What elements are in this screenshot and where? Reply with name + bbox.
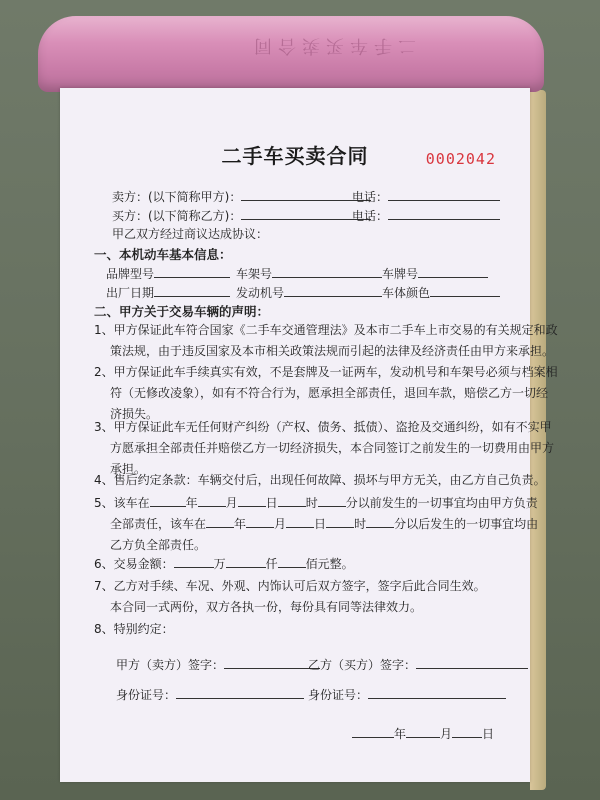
from-hour-field[interactable] — [278, 494, 306, 507]
buyer-phone-label: 电话： — [352, 209, 389, 223]
ghost-text: 二手车买卖合同 — [248, 35, 416, 56]
seller-sign-field[interactable] — [224, 656, 320, 669]
sign-year-field[interactable] — [352, 725, 394, 738]
buyer-id-label: 身份证号： — [308, 688, 369, 702]
buyer-id-field[interactable] — [368, 686, 506, 699]
frame-label: 车架号 — [236, 267, 273, 281]
buyer-phone-field[interactable] — [388, 207, 500, 220]
color-row — [382, 284, 500, 301]
amount-wan-field[interactable] — [174, 555, 214, 568]
year-label-2: 年 — [234, 517, 247, 531]
seller-phone-field[interactable] — [388, 188, 500, 201]
buyer-sign-row — [308, 656, 528, 673]
color-label: 车体颜色 — [382, 286, 431, 300]
date-row — [106, 284, 230, 301]
date-field[interactable] — [154, 284, 230, 297]
clause-5-line-2 — [94, 514, 538, 535]
clause-3-line-2: 方愿承担全部责任并赔偿乙方一切经济损失，本合同签订之前发生的一切费用由甲方 — [110, 441, 555, 455]
amount-bai-field[interactable] — [278, 555, 306, 568]
contract-sheet — [60, 88, 558, 782]
clause-2 — [94, 362, 558, 425]
engine-label: 发动机号 — [236, 286, 285, 300]
from-day-field[interactable] — [238, 494, 266, 507]
seller-row — [112, 188, 371, 205]
clause-7: 7、乙方对手续、车况、外观、内饰认可后双方签字，签字后此合同生效。 — [94, 579, 486, 593]
clause-2-line-1: 2、甲方保证此车手续真实有效，不是套牌及一证两车，发动机号和车架号必须与档案相 — [94, 365, 558, 379]
seller-id-field[interactable] — [176, 686, 304, 699]
date-label: 出厂日期 — [106, 286, 155, 300]
seller-sign-label: 甲方（卖方）签字： — [116, 658, 225, 672]
to-day-field[interactable] — [286, 515, 314, 528]
clause-5-l2-suffix: 分以后发生的一切事宜均由 — [394, 517, 539, 531]
color-field[interactable] — [430, 284, 500, 297]
engine-field[interactable] — [284, 284, 382, 297]
from-year-field[interactable] — [150, 494, 186, 507]
to-year-field[interactable] — [206, 515, 234, 528]
sign-year-label: 年 — [394, 727, 407, 741]
pink-carbon-roll — [38, 16, 544, 92]
sign-date-row — [352, 725, 494, 742]
seller-label: 卖方：(以下简称甲方)： — [112, 190, 242, 204]
hour-label: 时 — [305, 496, 318, 510]
seller-sign-row — [116, 656, 320, 673]
seller-id-label: 身份证号： — [116, 688, 177, 702]
buyer-sign-label: 乙方（买方）签字： — [308, 658, 417, 672]
serial-number: 0002042 — [425, 150, 496, 168]
section1-heading: 一、本机动车基本信息： — [94, 247, 232, 262]
buyer-sign-field[interactable] — [416, 656, 528, 669]
seller-phone-label: 电话： — [352, 190, 389, 204]
qian-label: 仟 — [265, 557, 278, 571]
from-month-field[interactable] — [198, 494, 226, 507]
brand-label: 品牌型号 — [106, 267, 155, 281]
buyer-label: 买方：(以下简称乙方)： — [112, 209, 242, 223]
clause-8: 8、特别约定： — [94, 622, 174, 636]
sign-day-field[interactable] — [452, 725, 482, 738]
plate-row — [382, 265, 488, 282]
section2-heading: 二、甲方关于交易车辆的声明： — [94, 304, 270, 319]
frame-row — [236, 265, 382, 282]
brand-field[interactable] — [154, 265, 230, 278]
day-label: 日 — [265, 496, 278, 510]
clause-1 — [94, 320, 558, 362]
month-label-2: 月 — [274, 517, 287, 531]
sign-day-label: 日 — [482, 727, 495, 741]
clause-3-line-3: 承担。 — [110, 462, 147, 476]
from-minute-field[interactable] — [318, 494, 346, 507]
clause-4: 4、售后约定条款：车辆交付后，出现任何故障、损坏与甲方无关，由乙方自己负责。 — [94, 473, 546, 487]
clause-1-line-2: 策法规，由于违反国家及本市相关政策法规而引起的法律及经济责任由甲方来承担。 — [110, 344, 555, 358]
sign-month-field[interactable] — [406, 725, 440, 738]
clause-2-line-3: 济损失。 — [110, 407, 159, 421]
to-month-field[interactable] — [246, 515, 274, 528]
frame-field[interactable] — [272, 265, 382, 278]
clause-6-suffix: 佰元整。 — [305, 557, 354, 571]
to-minute-field[interactable] — [366, 515, 394, 528]
buyer-row — [112, 207, 371, 224]
month-label: 月 — [225, 496, 238, 510]
buyer-phone-row — [352, 207, 500, 224]
copies-note: 本合同一式两份，双方各执一份，每份具有同等法律效力。 — [110, 600, 423, 614]
wan-label: 万 — [213, 557, 226, 571]
clause-5-prefix: 5、该车在 — [94, 496, 150, 510]
clause-5 — [94, 493, 538, 556]
hour-label-2: 时 — [354, 517, 367, 531]
clause-5-line-3: 乙方负全部责任。 — [110, 538, 207, 552]
amount-qian-field[interactable] — [226, 555, 266, 568]
clause-3-line-1: 3、甲方保证此车无任何财产纠纷（产权、债务、抵债）、盗抢及交通纠纷，如有不实甲 — [94, 420, 552, 434]
clause-6 — [94, 554, 354, 575]
buyer-id-row — [308, 686, 506, 703]
clause-5-line-1 — [94, 493, 538, 514]
day-label-2: 日 — [314, 517, 327, 531]
clause-5-suffix: 分以前发生的一切事宜均由甲方负责 — [345, 496, 538, 510]
clause-1-line-1: 1、甲方保证此车符合国家《二手车交通管理法》及本市二手车上市交易的有关规定和政 — [94, 323, 558, 337]
contract-title: 二手车买卖合同 — [221, 144, 369, 168]
clause-5-l2-prefix: 全部责任，该车在 — [110, 517, 207, 531]
seller-phone-row — [352, 188, 500, 205]
brand-row — [106, 265, 230, 282]
year-label: 年 — [185, 496, 198, 510]
plate-field[interactable] — [418, 265, 488, 278]
agreement-text: 甲乙双方经过商议达成协议： — [112, 227, 269, 241]
to-hour-field[interactable] — [326, 515, 354, 528]
clause-2-line-2: 符（无修改凌象），如有不符合行为，愿承担全部责任，退回车款，赔偿乙方一切经 — [110, 386, 549, 400]
clause-6-prefix: 6、交易金额： — [94, 557, 174, 571]
sign-month-label: 月 — [440, 727, 453, 741]
plate-label: 车牌号 — [382, 267, 419, 281]
engine-row — [236, 284, 382, 301]
seller-id-row — [116, 686, 304, 703]
